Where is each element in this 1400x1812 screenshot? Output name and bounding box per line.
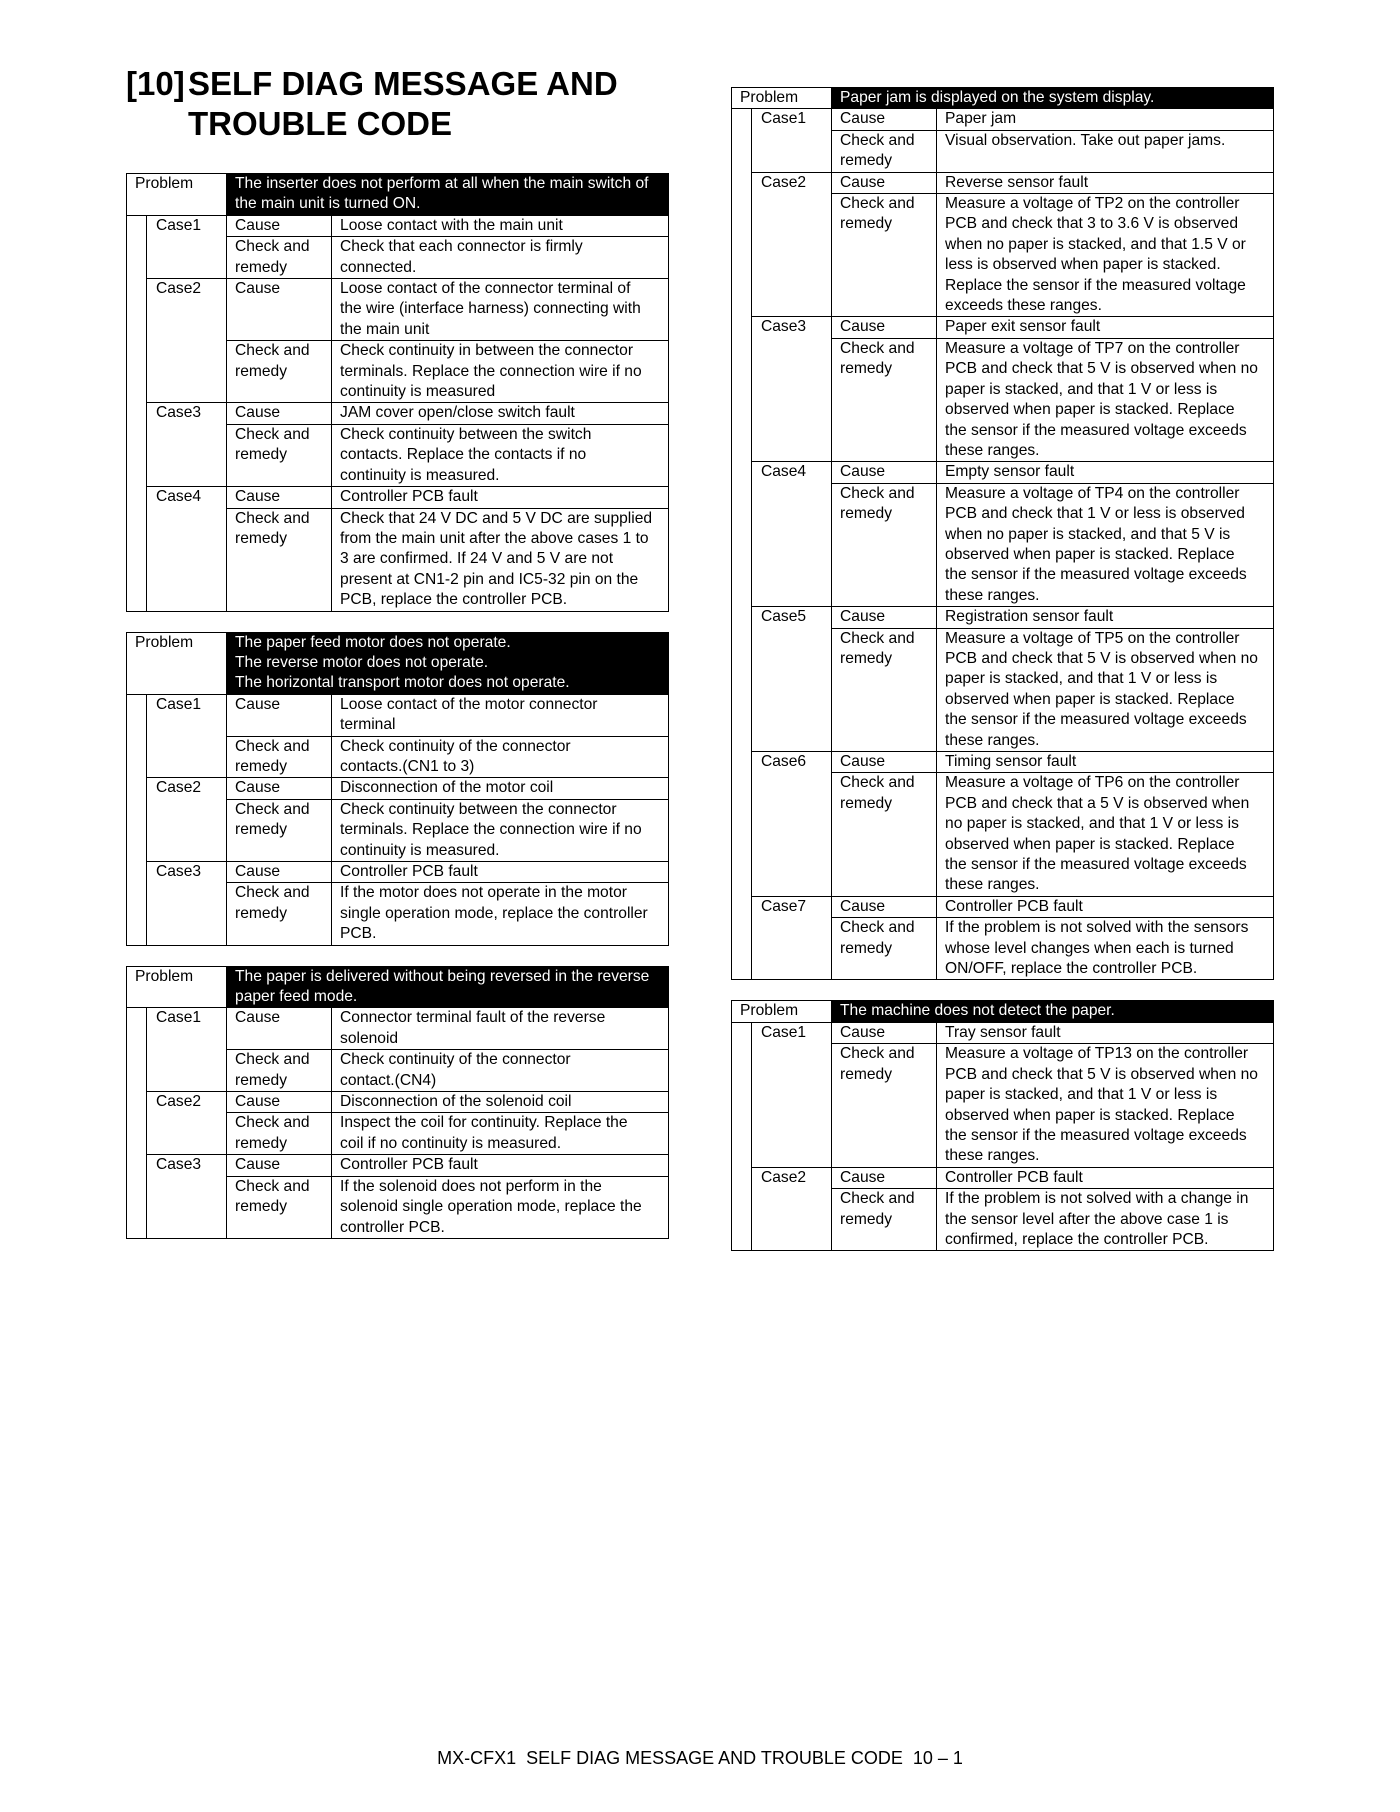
problem-line: The inserter does not perform at all when the main switch of xyxy=(235,175,649,192)
problem-line: The paper is delivered without being reversed in the reverse xyxy=(235,967,650,985)
cause-label: Cause xyxy=(832,317,937,338)
section-number: [10] xyxy=(126,65,185,102)
page-footer: MX-CFX1 SELF DIAG MESSAGE AND TROUBLE CODE 10 – 1 xyxy=(437,1748,963,1768)
remedy-line: less is observed when paper is stacked. xyxy=(945,256,1221,274)
cause-line: Loose contact with the main unit xyxy=(340,216,563,234)
remedy-label: remedy xyxy=(235,446,288,464)
remedy-label: remedy xyxy=(235,1134,288,1152)
remedy-text xyxy=(332,883,669,945)
remedy-text xyxy=(937,483,1274,606)
case-label: Case2 xyxy=(752,172,832,317)
remedy-line: PCB, replace the controller PCB. xyxy=(340,591,568,609)
problem-description xyxy=(227,966,669,1008)
check-remedy-label xyxy=(227,799,332,861)
cause-text xyxy=(332,1008,669,1050)
indent-cell xyxy=(127,694,147,945)
cause-text xyxy=(332,403,669,424)
problem-description xyxy=(227,174,669,216)
problem-line: the main unit is turned ON. xyxy=(235,195,421,213)
remedy-line: 3 are confirmed. If 24 V and 5 V are not xyxy=(340,550,614,568)
remedy-line: ON/OFF, replace the controller PCB. xyxy=(945,960,1198,978)
problem-description xyxy=(832,88,1274,109)
cause-line: the main unit xyxy=(340,320,430,338)
cause-row xyxy=(732,462,1274,483)
check-remedy-label xyxy=(227,1050,332,1092)
remedy-line: If the solenoid does not perform in the xyxy=(340,1177,602,1195)
diag-table xyxy=(731,87,1274,980)
check-remedy-label xyxy=(832,1189,937,1251)
problem-row xyxy=(732,1001,1274,1022)
cause-text xyxy=(332,487,669,508)
check-and-label: Check and xyxy=(235,884,310,902)
problem-line: The paper feed motor does not operate. xyxy=(235,633,511,651)
title-line-1: SELF DIAG MESSAGE AND xyxy=(188,65,618,102)
cause-row xyxy=(127,1008,669,1050)
case-label: Case1 xyxy=(147,1008,227,1092)
cause-label: Cause xyxy=(832,462,937,483)
cause-line: Disconnection of the solenoid coil xyxy=(340,1093,572,1111)
remedy-line: present at CN1-2 pin and IC5-32 pin on the xyxy=(340,570,639,588)
case-label: Case2 xyxy=(147,279,227,403)
cause-line: Controller PCB fault xyxy=(340,863,478,880)
cause-text xyxy=(937,752,1274,773)
case-label: Case1 xyxy=(147,215,227,278)
remedy-line: paper is stacked, and that 1 V or less is xyxy=(945,1086,1218,1104)
remedy-line: these ranges. xyxy=(945,731,1040,749)
remedy-line: confirmed, replace the controller PCB. xyxy=(945,1230,1209,1248)
case-label: Case4 xyxy=(752,462,832,607)
remedy-line: PCB and check that a 5 V is observed when xyxy=(945,794,1250,812)
case-label: Case4 xyxy=(147,487,227,611)
cause-label: Cause xyxy=(227,279,332,341)
remedy-text xyxy=(332,736,669,778)
cause-line: Controller PCB fault xyxy=(340,1156,478,1174)
case-label: Case6 xyxy=(752,752,832,897)
check-remedy-label xyxy=(227,341,332,403)
remedy-line: observed when paper is stacked. Replace xyxy=(945,401,1235,419)
check-and-label: Check and xyxy=(235,342,310,360)
cause-label: Cause xyxy=(227,1008,332,1050)
cause-label: Cause xyxy=(227,403,332,424)
cause-label: Cause xyxy=(832,1167,937,1188)
remedy-line: when no paper is stacked, and that 1.5 V or xyxy=(945,235,1246,253)
remedy-label: remedy xyxy=(840,360,893,378)
table-gap xyxy=(731,980,1273,1000)
problem-label: Problem xyxy=(127,174,227,216)
remedy-line: contacts. Replace the contacts if no xyxy=(340,446,587,464)
check-and-label: Check and xyxy=(840,195,915,213)
case-label: Case3 xyxy=(147,1155,227,1239)
indent-cell xyxy=(127,1008,147,1238)
remedy-line: observed when paper is stacked. Replace xyxy=(945,545,1235,563)
remedy-label: remedy xyxy=(235,757,288,775)
case-label: Case5 xyxy=(752,607,832,752)
check-remedy-label xyxy=(832,194,937,317)
cause-line: Timing sensor fault xyxy=(945,753,1077,770)
cause-text xyxy=(937,896,1274,917)
remedy-label: remedy xyxy=(840,505,893,523)
check-and-label: Check and xyxy=(840,1045,915,1063)
diag-table xyxy=(126,966,669,1239)
remedy-line: the sensor if the measured voltage exceeds xyxy=(945,421,1247,439)
remedy-line: Measure a voltage of TP5 on the controller xyxy=(945,629,1240,647)
check-and-label: Check and xyxy=(235,800,310,818)
remedy-line: these ranges. xyxy=(945,876,1040,894)
check-and-label: Check and xyxy=(840,484,915,502)
remedy-line: PCB and check that 1 V or less is observed xyxy=(945,505,1245,523)
cause-line: Tray sensor fault xyxy=(945,1023,1061,1041)
problem-row xyxy=(127,174,669,216)
check-remedy-label xyxy=(832,483,937,606)
cause-text xyxy=(937,1167,1274,1188)
remedy-line: single operation mode, replace the controller xyxy=(340,904,648,922)
remedy-line: exceeds these ranges. xyxy=(945,297,1102,315)
indent-cell xyxy=(732,1022,752,1250)
indent-cell xyxy=(732,109,752,980)
remedy-line: these ranges. xyxy=(945,441,1040,459)
remedy-line: these ranges. xyxy=(945,1147,1040,1165)
check-and-label: Check and xyxy=(235,425,310,443)
remedy-line: Check continuity of the connector xyxy=(340,1051,571,1069)
check-remedy-label xyxy=(227,1113,332,1155)
remedy-line: solenoid single operation mode, replace the xyxy=(340,1198,642,1216)
remedy-text xyxy=(332,1050,669,1092)
cause-line: Paper jam xyxy=(945,110,1017,128)
check-remedy-label xyxy=(832,773,937,896)
remedy-text xyxy=(937,628,1274,751)
remedy-line: Check that 24 V DC and 5 V DC are supplied xyxy=(340,509,653,527)
remedy-label: remedy xyxy=(840,1065,893,1083)
cause-label: Cause xyxy=(832,109,937,130)
cause-row xyxy=(127,694,669,736)
problem-label: Problem xyxy=(127,632,227,694)
remedy-line: observed when paper is stacked. Replace xyxy=(945,690,1235,708)
remedy-line: the sensor level after the above case 1 is xyxy=(945,1210,1229,1228)
remedy-label: remedy xyxy=(840,152,893,170)
cause-text xyxy=(937,1022,1274,1043)
cause-label: Cause xyxy=(227,215,332,236)
remedy-line: PCB and check that 5 V is observed when no xyxy=(945,649,1258,667)
remedy-text xyxy=(937,194,1274,317)
remedy-label: remedy xyxy=(840,215,893,233)
remedy-line: observed when paper is stacked. Replace xyxy=(945,1106,1235,1124)
remedy-line: Check continuity of the connector xyxy=(340,737,571,755)
cause-label: Cause xyxy=(832,1022,937,1043)
remedy-text xyxy=(937,1044,1274,1167)
remedy-line: observed when paper is stacked. Replace xyxy=(945,835,1235,853)
check-remedy-label xyxy=(227,883,332,945)
cause-line: solenoid xyxy=(340,1029,399,1047)
cause-label: Cause xyxy=(832,896,937,917)
cause-line: Empty sensor fault xyxy=(945,463,1075,481)
cause-label: Cause xyxy=(832,172,937,193)
remedy-line: Measure a voltage of TP4 on the controller xyxy=(945,484,1240,502)
remedy-line: the sensor if the measured voltage exceeds xyxy=(945,856,1247,874)
cause-line: Loose contact of the connector terminal of xyxy=(340,280,631,298)
check-remedy-label xyxy=(832,628,937,751)
remedy-line: continuity is measured. xyxy=(340,466,500,484)
remedy-text xyxy=(937,918,1274,980)
remedy-label: remedy xyxy=(235,258,288,276)
check-and-label: Check and xyxy=(235,737,310,755)
problem-line: The machine does not detect the paper. xyxy=(840,1002,1115,1020)
remedy-line: PCB and check that 5 V is observed when no xyxy=(945,360,1258,378)
remedy-line: paper is stacked, and that 1 V or less is xyxy=(945,670,1218,688)
check-remedy-label xyxy=(832,1044,937,1167)
remedy-line: continuity is measured xyxy=(340,383,496,401)
cause-row xyxy=(732,1167,1274,1188)
problem-line: The reverse motor does not operate. xyxy=(235,653,489,671)
case-label: Case2 xyxy=(147,778,227,862)
remedy-label: remedy xyxy=(235,1071,288,1089)
check-and-label: Check and xyxy=(235,238,310,256)
check-and-label: Check and xyxy=(840,629,915,647)
cause-line: Registration sensor fault xyxy=(945,608,1114,626)
remedy-line: terminals. Replace the connection wire if no xyxy=(340,362,642,380)
cause-row xyxy=(732,172,1274,193)
remedy-line: the sensor if the measured voltage exceeds xyxy=(945,711,1247,729)
title-line-2: TROUBLE CODE xyxy=(188,105,452,142)
remedy-line: contacts.(CN1 to 3) xyxy=(340,757,475,775)
problem-label: Problem xyxy=(732,1001,832,1022)
check-and-label: Check and xyxy=(235,509,310,527)
case-label: Case3 xyxy=(147,403,227,487)
right-column xyxy=(731,87,1273,1251)
cause-row xyxy=(732,1022,1274,1043)
remedy-line: Replace the sensor if the measured voltage xyxy=(945,276,1246,294)
case-label: Case2 xyxy=(147,1092,227,1155)
case-label: Case1 xyxy=(147,694,227,778)
remedy-text xyxy=(332,237,669,279)
remedy-line: from the main unit after the above cases 1 to xyxy=(340,529,649,547)
remedy-line: Check that each connector is firmly xyxy=(340,238,583,256)
problem-description xyxy=(832,1001,1274,1022)
remedy-text xyxy=(937,338,1274,461)
problem-line: Paper jam is displayed on the system display. xyxy=(840,89,1155,106)
remedy-label: remedy xyxy=(235,529,288,547)
check-remedy-label xyxy=(227,736,332,778)
cause-line: Controller PCB fault xyxy=(945,897,1083,915)
problem-row xyxy=(127,632,669,694)
check-and-label: Check and xyxy=(235,1051,310,1069)
cause-text xyxy=(937,462,1274,483)
remedy-text xyxy=(332,508,669,611)
problem-row xyxy=(127,966,669,1008)
remedy-line: If the motor does not operate in the motor xyxy=(340,884,627,902)
check-remedy-label xyxy=(832,338,937,461)
remedy-line: these ranges. xyxy=(945,586,1040,604)
cause-line: Reverse sensor fault xyxy=(945,173,1089,191)
remedy-label: remedy xyxy=(840,794,893,812)
remedy-line: contact.(CN4) xyxy=(340,1071,437,1089)
remedy-line: coil if no continuity is measured. xyxy=(340,1134,562,1152)
cause-row xyxy=(732,109,1274,130)
cause-label: Cause xyxy=(832,752,937,773)
check-remedy-label xyxy=(227,1176,332,1238)
check-and-label: Check and xyxy=(840,131,915,149)
cause-row xyxy=(732,317,1274,338)
cause-text xyxy=(332,1092,669,1113)
check-remedy-label xyxy=(832,130,937,172)
remedy-line: Measure a voltage of TP7 on the controller xyxy=(945,339,1240,357)
case-label: Case1 xyxy=(752,1022,832,1167)
table-gap xyxy=(126,612,668,632)
cause-label: Cause xyxy=(227,694,332,736)
case-label: Case3 xyxy=(147,862,227,946)
case-label: Case7 xyxy=(752,896,832,980)
cause-text xyxy=(332,778,669,799)
indent-cell xyxy=(127,215,147,611)
remedy-line: no paper is stacked, and that 1 V or less is xyxy=(945,815,1239,833)
remedy-line: Inspect the coil for continuity. Replace the xyxy=(340,1114,628,1132)
case-label: Case3 xyxy=(752,317,832,462)
remedy-line: PCB and check that 3 to 3.6 V is observed xyxy=(945,215,1238,233)
check-remedy-label xyxy=(227,424,332,486)
check-and-label: Check and xyxy=(840,1190,915,1208)
remedy-line: terminals. Replace the connection wire if no xyxy=(340,821,642,839)
remedy-line: continuity is measured. xyxy=(340,841,500,859)
remedy-line: the sensor if the measured voltage exceeds xyxy=(945,566,1247,584)
cause-text xyxy=(332,862,669,883)
cause-text xyxy=(332,694,669,736)
cause-text xyxy=(937,109,1274,130)
cause-line: Connector terminal fault of the reverse xyxy=(340,1009,606,1027)
cause-line: JAM cover open/close switch fault xyxy=(340,404,575,422)
remedy-line: PCB and check that 5 V is observed when no xyxy=(945,1065,1258,1083)
cause-text xyxy=(332,215,669,236)
remedy-line: controller PCB. xyxy=(340,1218,445,1236)
remedy-line: Measure a voltage of TP13 on the controller xyxy=(945,1045,1249,1063)
problem-row xyxy=(732,88,1274,109)
remedy-line: the sensor if the measured voltage exceeds xyxy=(945,1126,1247,1144)
cause-label: Cause xyxy=(227,862,332,883)
remedy-label: remedy xyxy=(840,649,893,667)
remedy-text xyxy=(332,1176,669,1238)
remedy-line: connected. xyxy=(340,258,417,276)
remedy-label: remedy xyxy=(235,362,288,380)
check-remedy-label xyxy=(832,918,937,980)
problem-label: Problem xyxy=(732,88,832,109)
remedy-label: remedy xyxy=(235,904,288,922)
remedy-line: Check continuity between the switch xyxy=(340,425,592,443)
cause-line: Controller PCB fault xyxy=(945,1168,1083,1186)
diag-table xyxy=(731,1000,1274,1251)
remedy-label: remedy xyxy=(840,939,893,957)
cause-line: terminal xyxy=(340,716,396,734)
cause-label: Cause xyxy=(227,1155,332,1176)
remedy-text xyxy=(332,1113,669,1155)
cause-row xyxy=(127,862,669,883)
remedy-text xyxy=(937,773,1274,896)
remedy-label: remedy xyxy=(235,821,288,839)
cause-row xyxy=(127,778,669,799)
check-remedy-label xyxy=(227,508,332,611)
remedy-text xyxy=(937,1189,1274,1251)
cause-label: Cause xyxy=(227,1092,332,1113)
cause-line: Loose contact of the motor connector xyxy=(340,695,598,713)
cause-label: Cause xyxy=(832,607,937,628)
remedy-line: whose level changes when each is turned xyxy=(945,939,1234,957)
remedy-line: Visual observation. Take out paper jams. xyxy=(945,131,1226,149)
remedy-line: Check continuity between the connector xyxy=(340,800,617,818)
problem-line: The horizontal transport motor does not operate. xyxy=(235,674,570,692)
remedy-line: paper is stacked, and that 1 V or less is xyxy=(945,380,1218,398)
remedy-line: PCB. xyxy=(340,925,377,943)
remedy-text xyxy=(937,130,1274,172)
case-label: Case1 xyxy=(752,109,832,172)
check-remedy-label xyxy=(227,237,332,279)
cause-label: Cause xyxy=(227,487,332,508)
remedy-label: remedy xyxy=(840,1210,893,1228)
cause-text xyxy=(332,1155,669,1176)
cause-row xyxy=(127,215,669,236)
cause-line: Controller PCB fault xyxy=(340,488,478,506)
table-gap xyxy=(126,946,668,966)
cause-text xyxy=(937,317,1274,338)
cause-text xyxy=(332,279,669,341)
cause-row xyxy=(732,607,1274,628)
check-and-label: Check and xyxy=(840,774,915,792)
check-and-label: Check and xyxy=(235,1114,310,1132)
cause-row xyxy=(127,1092,669,1113)
cause-line: Paper exit sensor fault xyxy=(945,318,1101,336)
cause-row xyxy=(732,896,1274,917)
check-and-label: Check and xyxy=(840,339,915,357)
remedy-line: Check continuity in between the connector xyxy=(340,342,634,360)
cause-text xyxy=(937,172,1274,193)
remedy-line: when no paper is stacked, and that 5 V is xyxy=(945,525,1231,543)
cause-row xyxy=(127,487,669,508)
cause-label: Cause xyxy=(227,778,332,799)
check-and-label: Check and xyxy=(840,919,915,937)
remedy-label: remedy xyxy=(235,1198,288,1216)
cause-row xyxy=(127,279,669,341)
remedy-line: Measure a voltage of TP2 on the controller xyxy=(945,195,1240,213)
cause-line: the wire (interface harness) connecting with xyxy=(340,300,641,318)
cause-text xyxy=(937,607,1274,628)
problem-line: paper feed mode. xyxy=(235,988,358,1006)
case-label: Case2 xyxy=(752,1167,832,1251)
diag-table xyxy=(126,173,669,612)
remedy-line: Measure a voltage of TP6 on the controller xyxy=(945,774,1240,792)
cause-row xyxy=(732,752,1274,773)
remedy-line: If the problem is not solved with the sensors xyxy=(945,919,1249,937)
remedy-text xyxy=(332,341,669,403)
left-column xyxy=(126,173,668,1239)
cause-row xyxy=(127,403,669,424)
cause-line: Disconnection of the motor coil xyxy=(340,779,554,797)
remedy-text xyxy=(332,424,669,486)
cause-row xyxy=(127,1155,669,1176)
diag-table xyxy=(126,632,669,946)
remedy-line: If the problem is not solved with a change in xyxy=(945,1190,1249,1208)
problem-label: Problem xyxy=(127,966,227,1008)
check-and-label: Check and xyxy=(235,1177,310,1195)
remedy-text xyxy=(332,799,669,861)
problem-description xyxy=(227,632,669,694)
